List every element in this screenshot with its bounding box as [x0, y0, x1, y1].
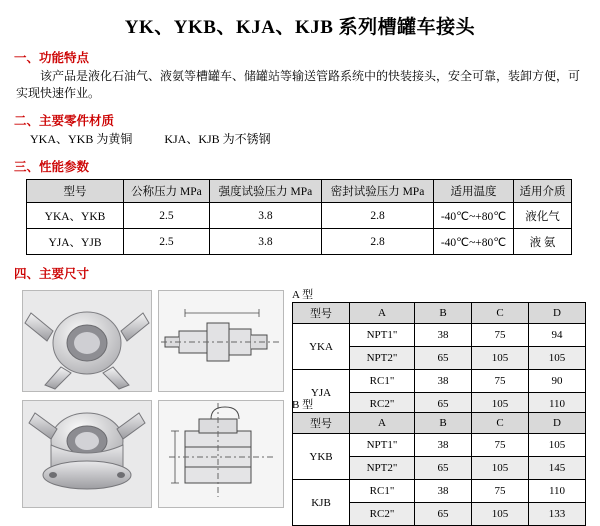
- cell-thread: NPT1": [350, 324, 415, 347]
- cell-c: 145: [529, 457, 586, 480]
- cell-thread: NPT1": [350, 434, 415, 457]
- cell-a: 38: [415, 434, 472, 457]
- section-heading-material: 二、主要零件材质: [14, 114, 115, 128]
- cell-model: YJA、YJB: [27, 229, 124, 255]
- cell-strength-test-pressure: 3.8: [209, 203, 321, 229]
- cell-c: 90: [529, 370, 586, 393]
- col-a: A: [350, 413, 415, 434]
- material-steel: KJA、KJB 为不锈钢: [164, 132, 271, 146]
- cell-thread: NPT2": [350, 347, 415, 370]
- cell-b: 105: [472, 457, 529, 480]
- col-temperature: 适用温度: [434, 180, 514, 203]
- table-row: [293, 324, 586, 347]
- col-d: D: [529, 413, 586, 434]
- col-medium: 适用介质: [514, 180, 572, 203]
- col-c: C: [472, 303, 529, 324]
- cell-a: 38: [415, 480, 472, 503]
- cell-nominal-pressure: 2.5: [124, 203, 210, 229]
- cell-b: 105: [472, 503, 529, 526]
- table-row: [27, 229, 572, 255]
- cell-a: 65: [415, 457, 472, 480]
- section-heading-performance: 三、性能参数: [14, 160, 90, 174]
- cell-b: 105: [472, 347, 529, 370]
- cell-a: 65: [415, 393, 472, 416]
- cell-c: 105: [529, 347, 586, 370]
- col-seal-test-pressure: 密封试验压力 MPa: [321, 180, 433, 203]
- material-brass: YKA、YKB 为黄铜: [30, 132, 133, 146]
- type-a-label: A 型: [292, 289, 314, 301]
- cell-temperature: -40℃~+80℃: [434, 229, 514, 255]
- table-header-row: [27, 180, 572, 203]
- section-heading-dimensions: 四、主要尺寸: [14, 267, 90, 281]
- col-model: 型号: [293, 413, 350, 434]
- cell-seal-test-pressure: 2.8: [321, 203, 433, 229]
- cell-c: 94: [529, 324, 586, 347]
- cell-thread: RC1": [350, 370, 415, 393]
- cell-model: YKA: [293, 324, 350, 370]
- col-model: 型号: [27, 180, 124, 203]
- cell-seal-test-pressure: 2.8: [321, 229, 433, 255]
- cell-c: 110: [529, 480, 586, 503]
- cell-nominal-pressure: 2.5: [124, 229, 210, 255]
- col-d: D: [529, 303, 586, 324]
- cell-a: 38: [415, 324, 472, 347]
- cell-temperature: -40℃~+80℃: [434, 203, 514, 229]
- cell-model: KJB: [293, 480, 350, 526]
- cell-b: 75: [472, 324, 529, 347]
- cell-c: 110: [529, 393, 586, 416]
- cell-thread: RC2": [350, 503, 415, 526]
- table-row: [293, 434, 586, 457]
- cell-model: YJA: [293, 370, 350, 416]
- product-photo-type-b: [22, 400, 152, 508]
- col-a: A: [350, 303, 415, 324]
- cell-b: 75: [472, 480, 529, 503]
- page-title: YK、YKB、KJA、KJB 系列槽罐车接头: [124, 17, 476, 38]
- col-b: B: [415, 303, 472, 324]
- performance-table: [26, 179, 572, 255]
- features-paragraph: 该产品是液化石油气、液氨等槽罐车、储罐站等输送管路系统中的快装接头，安全可靠，装卸方便，可实现快速作业。: [16, 69, 581, 100]
- material-line: [30, 131, 584, 148]
- cell-thread: NPT2": [350, 457, 415, 480]
- dimension-table-type-a: [292, 302, 586, 416]
- cell-medium: 液 氨: [514, 229, 572, 255]
- cell-strength-test-pressure: 3.8: [209, 229, 321, 255]
- table-row: [27, 203, 572, 229]
- col-model: 型号: [293, 303, 350, 324]
- section-heading-features: 一、功能特点: [14, 51, 90, 65]
- cell-thread: RC2": [350, 393, 415, 416]
- col-b: B: [415, 413, 472, 434]
- table-header-row: [293, 413, 586, 434]
- cell-c: 133: [529, 503, 586, 526]
- cell-medium: 液化气: [514, 203, 572, 229]
- type-b-label: B 型: [292, 399, 314, 411]
- cell-model: YKB: [293, 434, 350, 480]
- table-row: [293, 480, 586, 503]
- cell-model: YKA、YKB: [27, 203, 124, 229]
- cell-b: 75: [472, 434, 529, 457]
- technical-drawing-type-a: [158, 290, 284, 392]
- table-row: [293, 370, 586, 393]
- cell-a: 65: [415, 503, 472, 526]
- table-header-row: [293, 303, 586, 324]
- cell-c: 105: [529, 434, 586, 457]
- col-nominal-pressure: 公称压力 MPa: [124, 180, 210, 203]
- cell-thread: RC1": [350, 480, 415, 503]
- technical-drawing-type-b: [158, 400, 284, 508]
- cell-b: 75: [472, 370, 529, 393]
- cell-b: 105: [472, 393, 529, 416]
- dimension-table-type-b: [292, 412, 586, 526]
- cell-a: 65: [415, 347, 472, 370]
- col-c: C: [472, 413, 529, 434]
- cell-a: 38: [415, 370, 472, 393]
- col-strength-test-pressure: 强度试验压力 MPa: [209, 180, 321, 203]
- product-photo-type-a: [22, 290, 152, 392]
